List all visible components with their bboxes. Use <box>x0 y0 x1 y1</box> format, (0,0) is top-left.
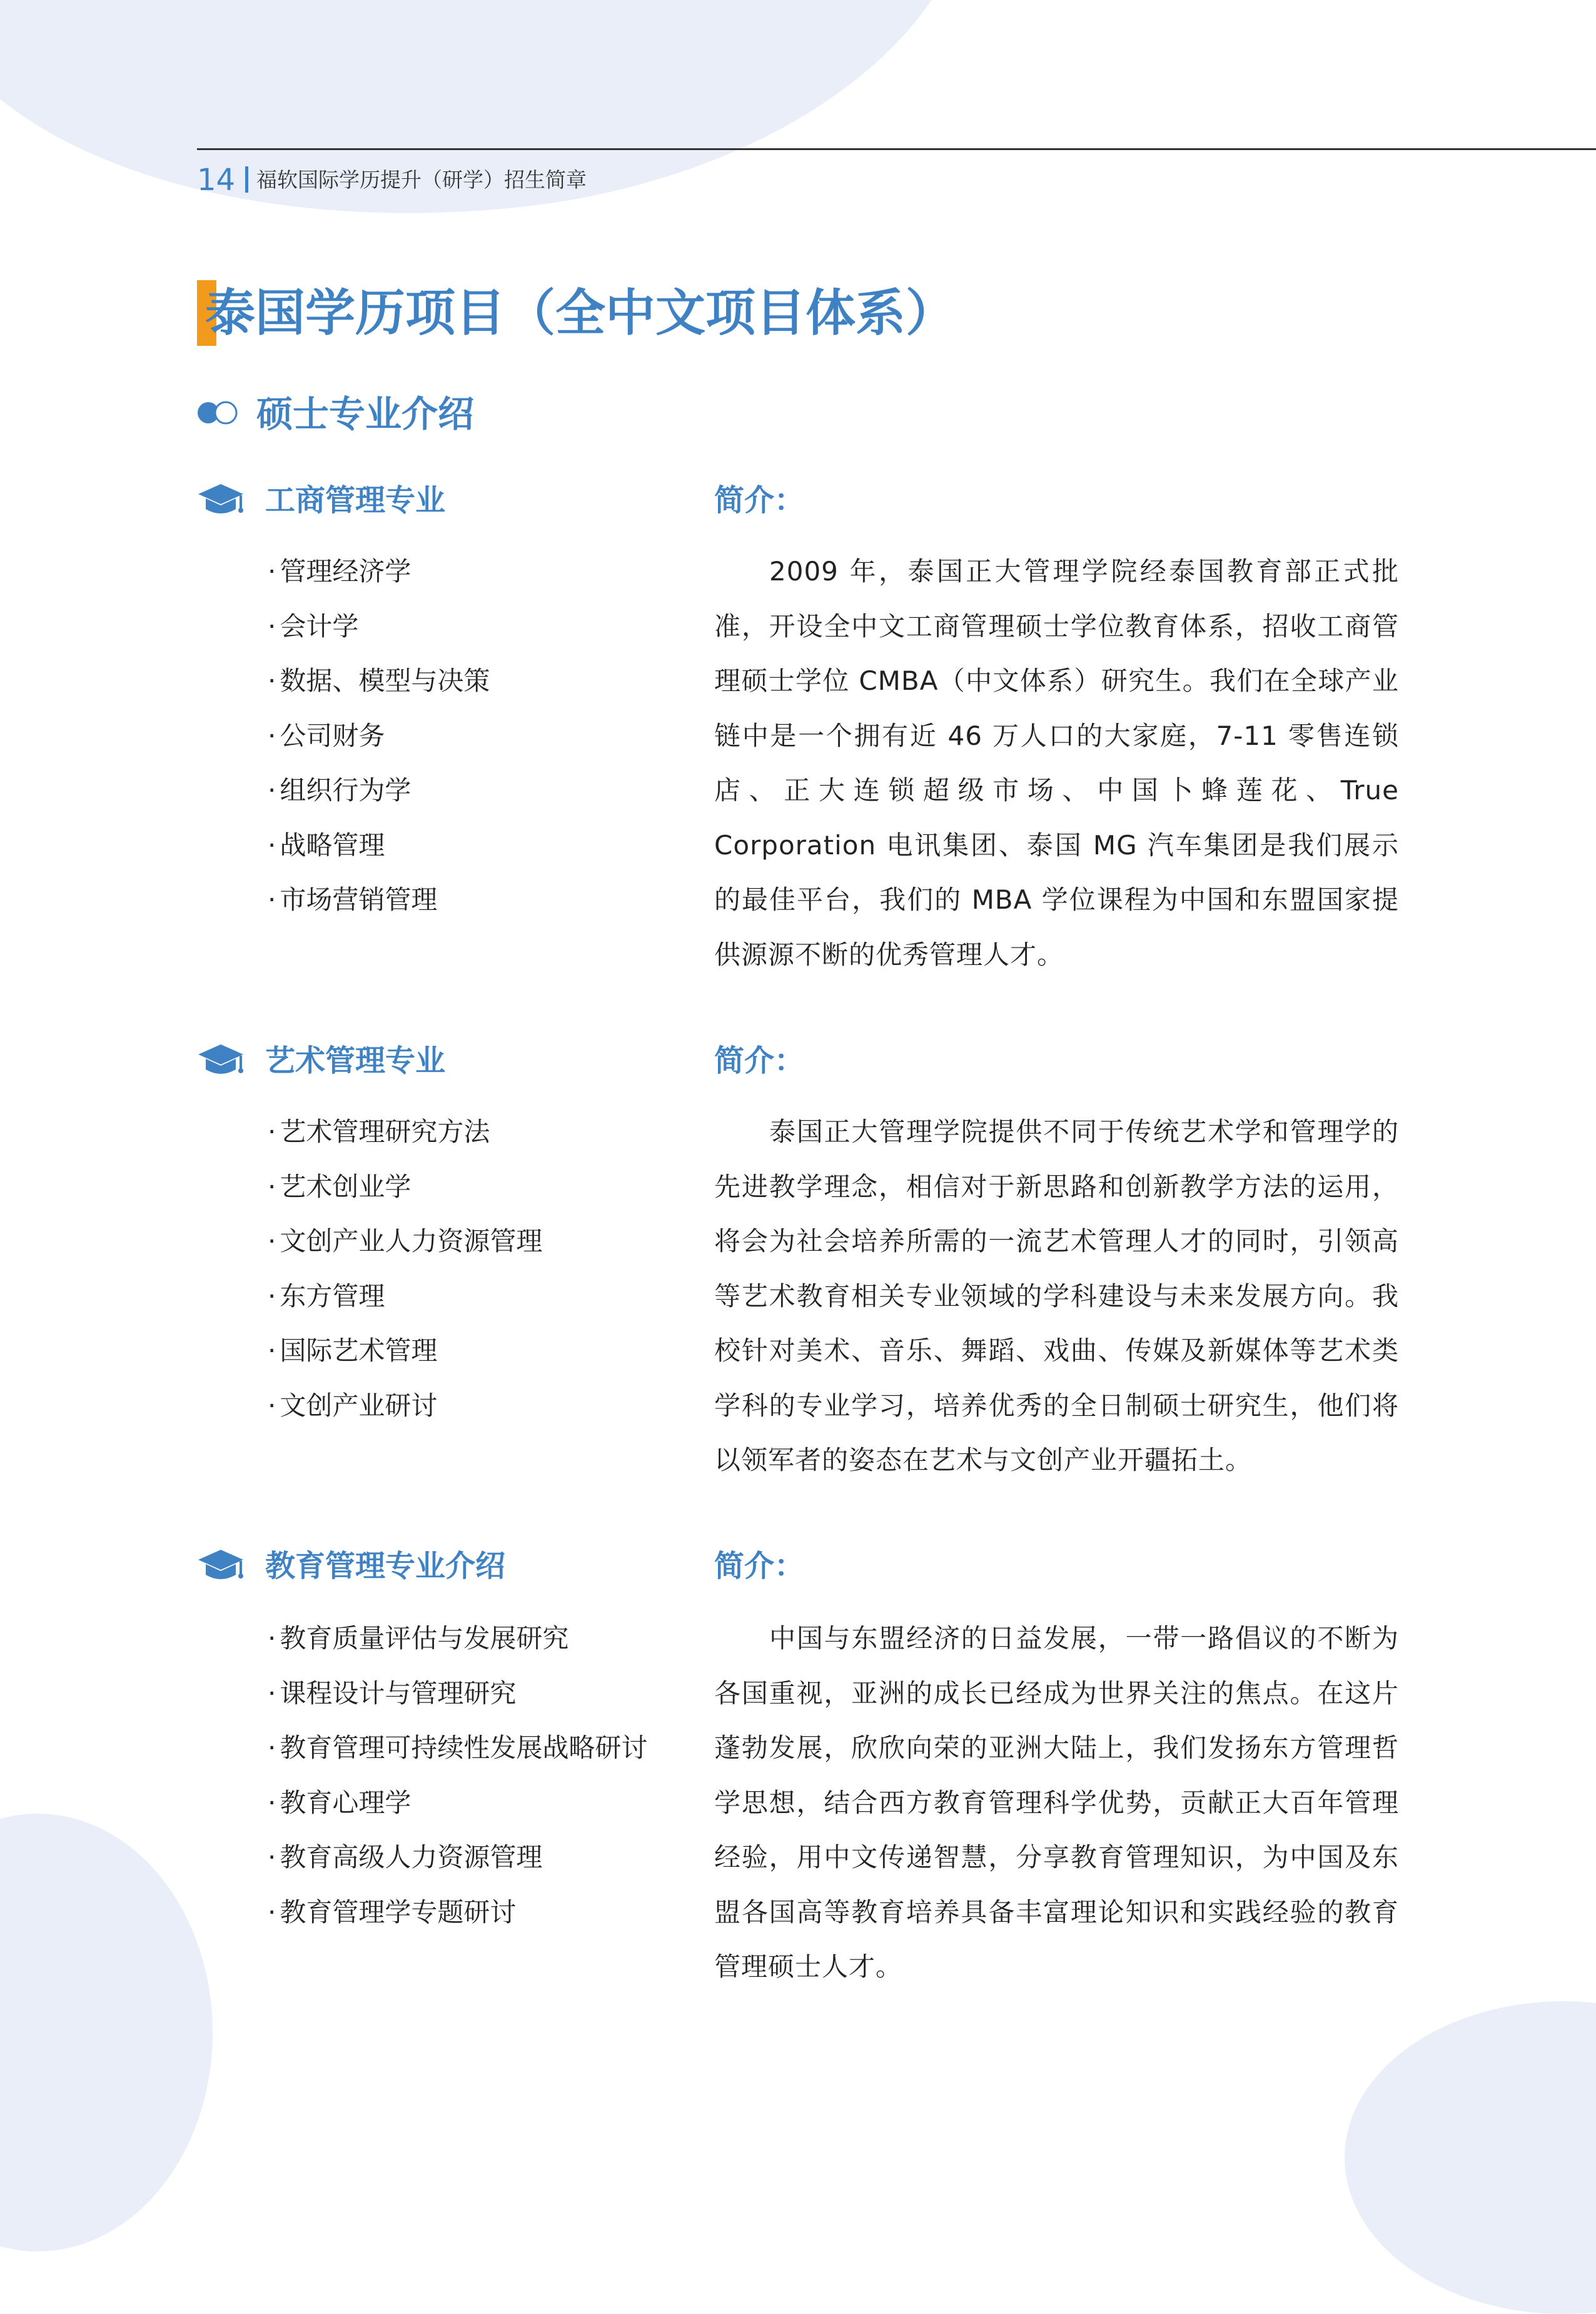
course-item: · 公司财务 <box>268 709 490 764</box>
graduation-cap-icon <box>197 1042 245 1078</box>
graduation-cap-icon <box>197 482 245 518</box>
header-divider <box>245 166 248 193</box>
page-title: 泰国学历项目（全中文项目体系） <box>205 284 956 342</box>
program-description: 2009 年，泰国正大管理学院经泰国教育部正式批准，开设全中文工商管理硕士学位教育体系，招收工商管理硕士学位 CMBA（中文体系）研究生。我们在全球产业链中是一个拥有近 46 万人口的大家庭，7-11 零售连锁店、正大连锁超级市场、中国卜蜂莲花、True Corporation 电讯集团、泰国 MG 汽车集团是我们展示的最佳平台，我们的 MBA 学位课程为中国和东盟国家提供源源不断的优秀管理人才。 <box>714 556 1399 970</box>
section-subtitle: 硕士专业介绍 <box>256 393 475 435</box>
program-title: 教育管理专业介绍 <box>265 1549 506 1584</box>
course-list <box>268 544 490 927</box>
course-item: · 教育管理可持续性发展战略研讨 <box>268 1720 647 1776</box>
header-title: 福软国际学历提升（研学）招生简章 <box>256 168 587 192</box>
course-item: · 文创产业人力资源管理 <box>268 1214 542 1269</box>
course-item: · 艺术管理研究方法 <box>268 1104 542 1160</box>
program-title: 工商管理专业 <box>265 483 446 518</box>
graduation-cap-icon <box>197 1547 245 1584</box>
course-item: · 会计学 <box>268 599 490 654</box>
course-item: · 教育高级人力资源管理 <box>268 1830 647 1885</box>
course-item: · 教育管理学专题研讨 <box>268 1885 647 1940</box>
course-item: · 国际艺术管理 <box>268 1323 542 1378</box>
background-shape-top <box>0 0 1006 267</box>
intro-label: 简介： <box>714 1043 805 1078</box>
course-item: · 数据、模型与决策 <box>268 654 490 709</box>
course-item: · 艺术创业学 <box>268 1160 542 1215</box>
header-rule <box>197 148 1596 150</box>
toggle-dots-icon <box>197 400 240 425</box>
course-item: · 组织行为学 <box>268 763 490 818</box>
program-description: 中国与东盟经济的日益发展，一带一路倡议的不断为各国重视，亚洲的成长已经成为世界关注的焦点。在这片蓬勃发展，欣欣向荣的亚洲大陆上，我们发扬东方管理哲学思想，结合西方教育管理科学优势，贡献正大百年管理经验，用中文传递智慧，分享教育管理知识，为中国及东盟各国高等教育培养具备丰富理论知识和实践经验的教育管理硕士人才。 <box>714 1623 1399 1982</box>
course-item: · 教育心理学 <box>268 1776 647 1831</box>
course-item: · 市场营销管理 <box>268 872 490 927</box>
page-number: 14 <box>197 163 236 198</box>
course-list <box>268 1104 542 1433</box>
course-item: · 东方管理 <box>268 1269 542 1324</box>
intro-label: 简介： <box>714 1549 805 1584</box>
program-title: 艺术管理专业 <box>265 1043 446 1078</box>
course-item: · 管理经济学 <box>268 544 490 599</box>
course-list <box>268 1611 647 1939</box>
background-shape-bottom-left <box>0 1814 213 2251</box>
program-description: 泰国正大管理学院提供不同于传统艺术学和管理学的先进教学理念，相信对于新思路和创新教学方法的运用，将会为社会培养所需的一流艺术管理人才的同时，引领高等艺术教育相关专业领域的学科建设与未来发展方向。我校针对美术、音乐、舞蹈、戏曲、传媒及新媒体等艺术类学科的专业学习，培养优秀的全日制硕士研究生，他们将以领军者的姿态在艺术与文创产业开疆拓土。 <box>714 1116 1399 1475</box>
course-item: · 战略管理 <box>268 818 490 873</box>
background-shape-bottom-right <box>1345 2001 1596 2314</box>
course-item: · 教育质量评估与发展研究 <box>268 1611 647 1666</box>
intro-label: 简介： <box>714 483 805 518</box>
course-item: · 课程设计与管理研究 <box>268 1666 647 1721</box>
course-item: · 文创产业研讨 <box>268 1378 542 1433</box>
